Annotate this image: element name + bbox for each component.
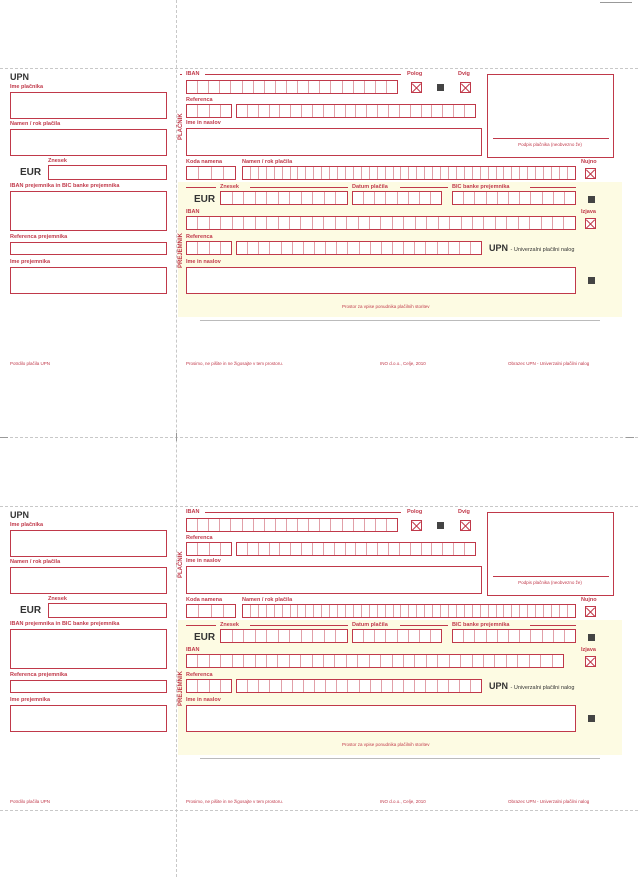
iban-rule <box>205 74 401 75</box>
recipient-iban-cells[interactable] <box>186 216 576 230</box>
recipient-reference-order-label: Referenca <box>186 672 213 678</box>
receipt-footer: Potrdilo plačila UPN <box>10 361 51 366</box>
order-amount-cells[interactable] <box>220 191 348 205</box>
crop-mark <box>626 437 634 438</box>
payment-date-cells[interactable] <box>352 191 442 205</box>
recipient-name-label: Ime prejemnika <box>10 697 51 703</box>
recipient-name-field[interactable] <box>10 705 167 732</box>
payer-name-address-label: Ime in naslov <box>186 120 221 126</box>
upn-banner <box>489 681 574 691</box>
payment-date-label: Datum plačila <box>352 184 388 190</box>
upn-banner-subtitle: - Univerzalni plačilni nalog <box>510 685 575 691</box>
order-currency: EUR <box>194 632 216 643</box>
statement-label: Izjava <box>581 209 596 215</box>
provider-space-note: Prostor za vpise ponudnika plačilnih storitev <box>342 742 430 747</box>
recipient-iban-order-label: IBAN <box>186 209 200 215</box>
amount-label: Znesek <box>48 158 67 164</box>
withdrawal-checkbox[interactable] <box>460 520 471 531</box>
upn-banner-title: UPN <box>489 681 509 691</box>
recipient-section-label: PREJEMNIK <box>178 232 184 268</box>
amount-field[interactable] <box>48 165 167 180</box>
statement-label: Izjava <box>581 647 596 653</box>
receipt-title: UPN <box>10 510 30 520</box>
payer-name-address-label: Ime in naslov <box>186 558 221 564</box>
bic-cells[interactable] <box>452 191 576 205</box>
payer-name-field[interactable] <box>10 530 167 557</box>
printer-note: INO d.o.o., Celje, 2010 <box>380 799 426 804</box>
purpose-code-label: Koda namena <box>186 597 223 603</box>
payer-reference-cells[interactable] <box>236 104 476 118</box>
payer-section-label: PLAČNIK <box>178 551 184 578</box>
order-purpose-label: Namen / rok plačila <box>242 597 293 603</box>
recipient-iban-field[interactable] <box>10 629 167 669</box>
upn-banner-subtitle: - Univerzalni plačilni nalog <box>510 247 575 253</box>
recipient-reference-cells[interactable] <box>236 679 482 693</box>
recipient-reference-order-label: Referenca <box>186 234 213 240</box>
payer-reference-model[interactable] <box>186 542 232 556</box>
recipient-name-address-label: Ime in naslov <box>186 259 221 265</box>
do-not-write-note: Prosimo, ne pišite in ne žigosajte v tem prostoru. <box>186 799 284 804</box>
recipient-section-label: PREJEMNIK <box>178 670 184 706</box>
recipient-iban-label: IBAN prejemnika in BIC banke prejemnika <box>10 621 120 627</box>
crop-mark <box>0 437 8 438</box>
urgent-label: Nujno <box>581 159 597 165</box>
receipt-title: UPN <box>10 72 30 82</box>
payer-iban-label: IBAN <box>186 509 200 515</box>
recipient-reference-field[interactable] <box>10 242 167 255</box>
upn-form-1 <box>0 68 638 383</box>
recipient-iban-label: IBAN prejemnika in BIC banke prejemnika <box>10 183 120 189</box>
upn-form-2 <box>0 506 638 821</box>
payer-reference-cells[interactable] <box>236 542 476 556</box>
recipient-reference-model[interactable] <box>186 241 232 255</box>
crop-mark <box>600 2 632 3</box>
urgent-checkbox[interactable] <box>585 606 596 617</box>
recipient-reference-label: Referenca prejemnika <box>10 234 68 240</box>
order-purpose-cells[interactable] <box>242 166 576 180</box>
printer-note: INO d.o.o., Celje, 2010 <box>380 361 426 366</box>
recipient-name-label: Ime prejemnika <box>10 259 51 265</box>
payer-name-label: Ime plačnika <box>10 84 44 90</box>
recipient-iban-cells[interactable] <box>186 654 564 668</box>
payer-reference-label: Referenca <box>186 97 213 103</box>
form-name-note: Obrazec UPN - Univerzalni plačilni nalog <box>508 361 590 366</box>
deposit-label: Polog <box>407 509 423 515</box>
purpose-code-label: Koda namena <box>186 159 223 165</box>
order-amount-label: Znesek <box>220 622 239 628</box>
payer-iban-label: IBAN <box>186 71 200 77</box>
purpose-label: Namen / rok plačila <box>10 559 61 565</box>
crop-mark <box>176 433 177 441</box>
upn-banner <box>489 243 574 253</box>
marker-square <box>588 715 595 722</box>
marker-square <box>588 277 595 284</box>
recipient-reference-label: Referenca prejemnika <box>10 672 68 678</box>
payer-name-address-field[interactable] <box>186 566 482 594</box>
do-not-write-note: Prosimo, ne pišite in ne žigosajte v tem prostoru. <box>186 361 284 366</box>
receipt-footer: Potrdilo plačila UPN <box>10 799 51 804</box>
payer-name-label: Ime plačnika <box>10 522 44 528</box>
purpose-label: Namen / rok plačila <box>10 121 61 127</box>
payer-name-field[interactable] <box>10 92 167 119</box>
marker-square <box>437 522 444 529</box>
recipient-iban-order-label: IBAN <box>186 647 200 653</box>
urgent-label: Nujno <box>581 597 597 603</box>
form-name-note: Obrazec UPN - Univerzalni plačilni nalog <box>508 799 590 804</box>
deposit-checkbox[interactable] <box>411 82 422 93</box>
signature-label: Podpis plačnika (neobvezno že) <box>518 580 582 585</box>
purpose-code-cells[interactable] <box>186 166 236 180</box>
statement-checkbox[interactable] <box>585 656 596 667</box>
signature-line <box>493 576 609 577</box>
payer-name-address-field[interactable] <box>186 128 482 156</box>
recipient-name-field[interactable] <box>10 267 167 294</box>
payer-reference-label: Referenca <box>186 535 213 541</box>
deposit-checkbox[interactable] <box>411 520 422 531</box>
withdrawal-label: Dvig <box>458 71 470 77</box>
marker-square <box>588 634 595 641</box>
order-purpose-cells[interactable] <box>242 604 576 618</box>
withdrawal-checkbox[interactable] <box>460 82 471 93</box>
payer-reference-model[interactable] <box>186 104 232 118</box>
recipient-name-address-field[interactable] <box>186 705 576 732</box>
recipient-reference-cells[interactable] <box>236 241 482 255</box>
payer-iban-cells[interactable] <box>186 80 398 94</box>
purpose-field[interactable] <box>10 567 167 594</box>
purpose-field[interactable] <box>10 129 167 156</box>
amount-field[interactable] <box>48 603 167 618</box>
upn-banner-title: UPN <box>489 243 509 253</box>
bic-cells[interactable] <box>452 629 576 643</box>
marker-square <box>588 196 595 203</box>
currency-label: EUR <box>20 605 42 616</box>
signature-label: Podpis plačnika (neobvezno že) <box>518 142 582 147</box>
recipient-reference-model[interactable] <box>186 679 232 693</box>
purpose-code-cells[interactable] <box>186 604 236 618</box>
bic-label: BIC banke prejemnika <box>452 184 510 190</box>
order-amount-cells[interactable] <box>220 629 348 643</box>
payment-date-cells[interactable] <box>352 629 442 643</box>
statement-checkbox[interactable] <box>585 218 596 229</box>
currency-label: EUR <box>20 167 42 178</box>
payer-section-label: PLAČNIK <box>178 113 184 140</box>
order-purpose-label: Namen / rok plačila <box>242 159 293 165</box>
marker-square <box>437 84 444 91</box>
signature-line <box>493 138 609 139</box>
middle-cut-line <box>0 437 638 438</box>
bic-label: BIC banke prejemnika <box>452 622 510 628</box>
amount-label: Znesek <box>48 596 67 602</box>
withdrawal-label: Dvig <box>458 509 470 515</box>
urgent-checkbox[interactable] <box>585 168 596 179</box>
order-amount-label: Znesek <box>220 184 239 190</box>
payer-iban-cells[interactable] <box>186 518 398 532</box>
payment-date-label: Datum plačila <box>352 622 388 628</box>
order-currency: EUR <box>194 194 216 205</box>
deposit-label: Polog <box>407 71 423 77</box>
recipient-name-address-label: Ime in naslov <box>186 697 221 703</box>
recipient-iban-field[interactable] <box>10 191 167 231</box>
iban-rule <box>205 512 401 513</box>
provider-space-note: Prostor za vpise ponudnika plačilnih storitev <box>342 304 430 309</box>
recipient-reference-field[interactable] <box>10 680 167 693</box>
recipient-name-address-field[interactable] <box>186 267 576 294</box>
